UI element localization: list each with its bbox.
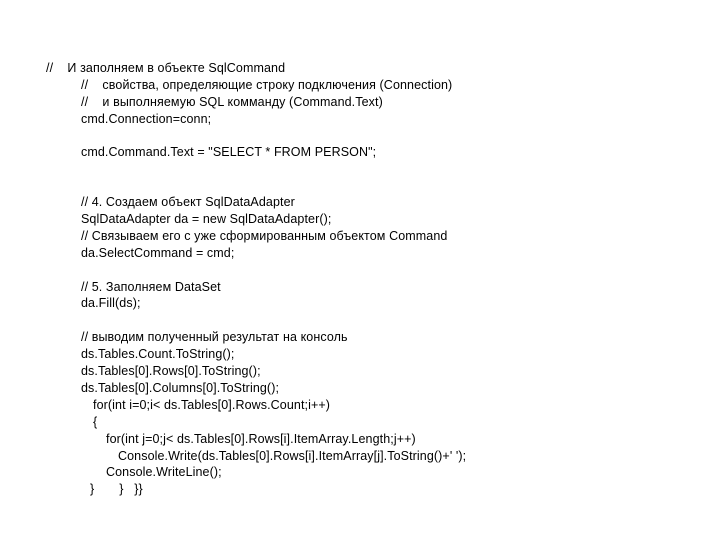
code-line: ds.Tables.Count.ToString();: [81, 347, 235, 361]
code-line: // 4. Создаем объект SqlDataAdapter: [81, 195, 295, 209]
code-line: } } }}: [90, 482, 143, 496]
code-line: {: [93, 415, 98, 429]
code-line: // выводим полученный результат на консоль: [81, 330, 348, 344]
code-line: da.Fill(ds);: [81, 296, 141, 310]
code-line: cmd.Command.Text = "SELECT * FROM PERSON";: [81, 145, 377, 159]
code-line: // Связываем его с уже сформированным объектом Command: [81, 229, 448, 243]
code-line: ds.Tables[0].Columns[0].ToString();: [81, 381, 280, 395]
code-line: // И заполняем в объекте SqlCommand: [46, 61, 286, 75]
code-line: for(int j=0;j< ds.Tables[0].Rows[i].ItemArray.Length;j++): [106, 432, 416, 446]
code-line: // свойства, определяющие строку подключения (Connection): [81, 78, 453, 92]
code-line: // и выполняемую SQL комманду (Command.Text): [81, 95, 383, 109]
code-line: SqlDataAdapter da = new SqlDataAdapter();: [81, 212, 332, 226]
code-line: for(int i=0;i< ds.Tables[0].Rows.Count;i++): [93, 398, 331, 412]
code-line: ds.Tables[0].Rows[0].ToString();: [81, 364, 261, 378]
code-line: cmd.Connection=conn;: [81, 112, 212, 126]
code-line: Console.Write(ds.Tables[0].Rows[i].ItemArray[j].ToString()+' ');: [118, 449, 467, 463]
code-line: Console.WriteLine();: [106, 465, 222, 479]
code-line: da.SelectCommand = cmd;: [81, 246, 235, 260]
code-line: // 5. Заполняем DataSet: [81, 280, 221, 294]
